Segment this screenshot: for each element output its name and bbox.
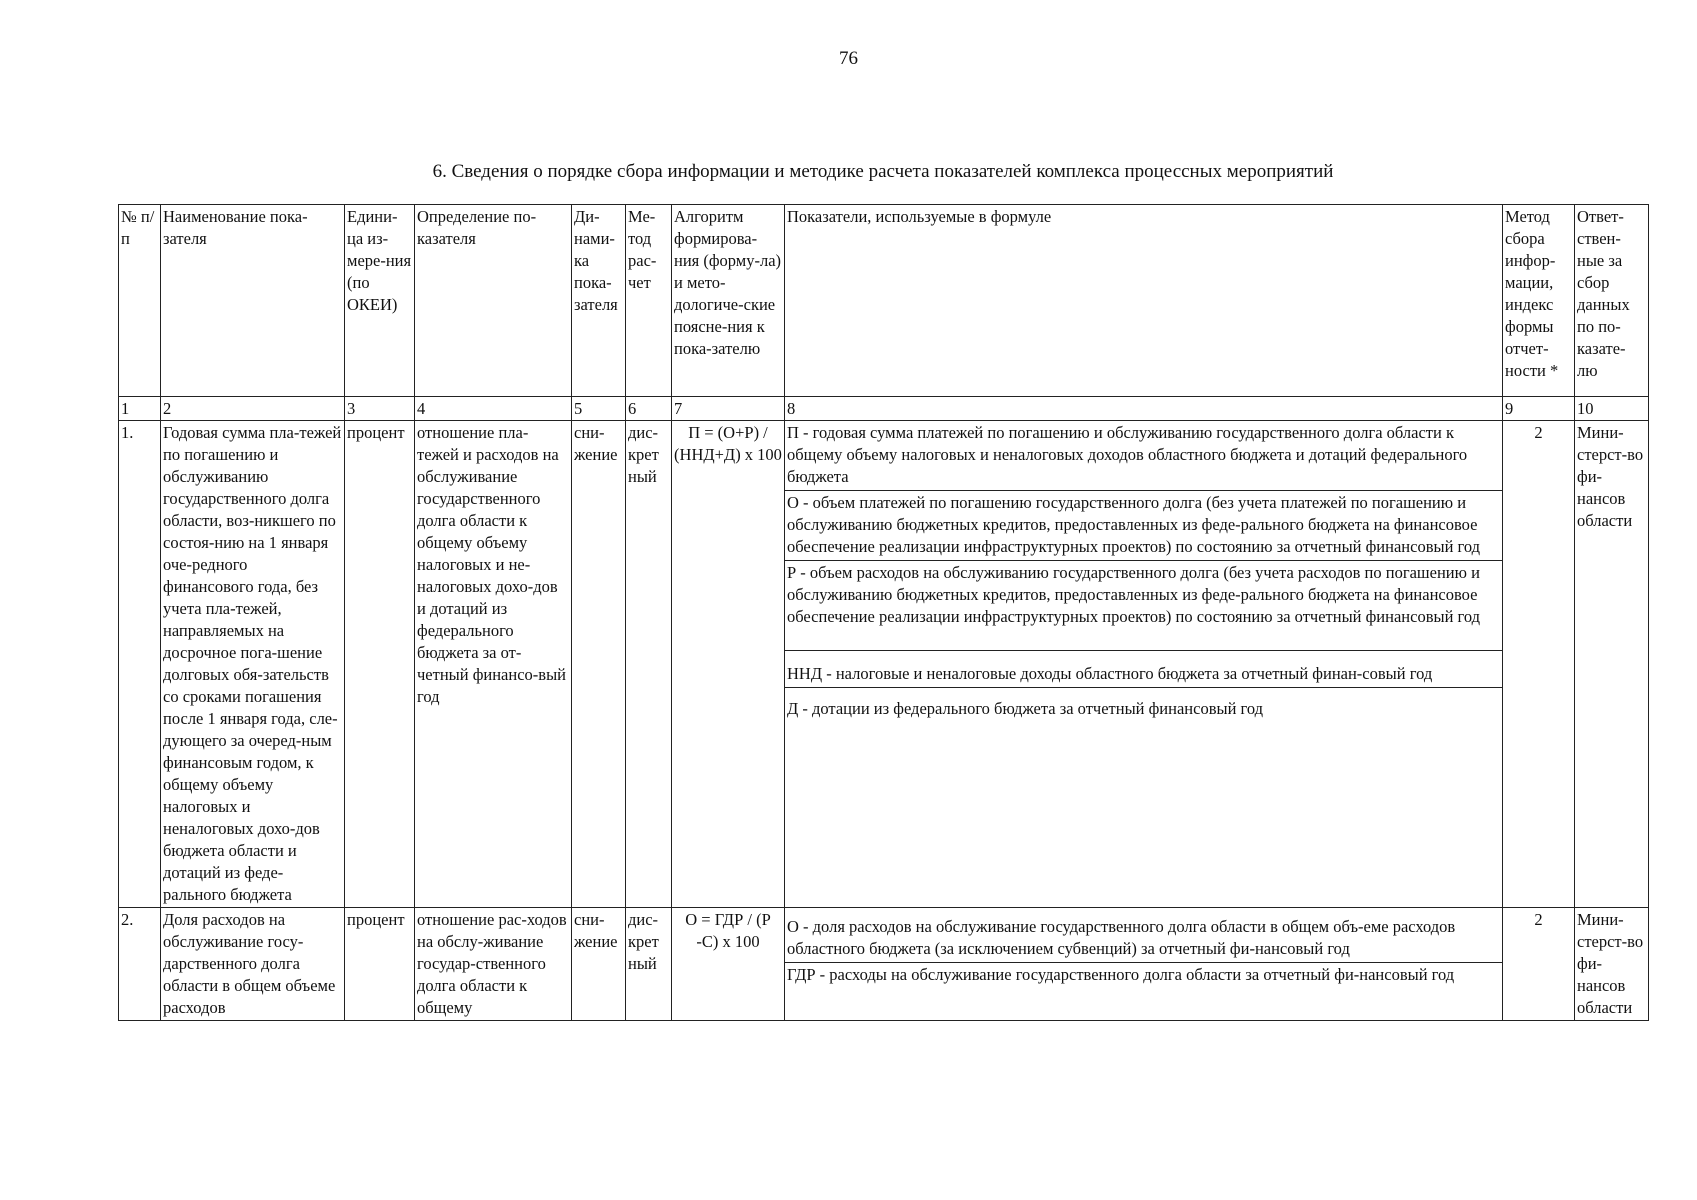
header-formula: Алгоритм формирова-ния (форму-ла) и мето-дологиче-ские поясне-ния к пока-зателю [672, 205, 785, 397]
formula: О = ГДР / (Р -С) х 100 [672, 908, 785, 1021]
formula-indicator: ННД - налоговые и неналоговые доходы областного бюджета за отчетный финан-совый год [785, 650, 1502, 687]
formula-indicator: О - объем платежей по погашению государственного долга (без учета платежей по погашению и обслуживанию бюджетных кредитов, предоставленных из феде-рального бюджета на финансовое обеспечение реализации инфраструктурных проектов) по состоянию за отчетный финансовый год [785, 490, 1502, 560]
unit: процент [345, 421, 415, 908]
header-num: № п/п [119, 205, 161, 397]
row-num: 2. [119, 908, 161, 1021]
section-title: 6. Сведения о порядке сбора информации и методике расчета показателей комплекса процессных мероприятий [432, 161, 1334, 182]
header-indicators: Показатели, используемые в формуле [785, 205, 1503, 397]
column-number: 1 [119, 397, 161, 421]
calc-method: дис-крет ный [626, 421, 672, 908]
column-number: 2 [161, 397, 345, 421]
definition: отношение пла-тежей и расходов на обслуживание государственного долга области к общему объему налоговых и не-налоговых дохо-дов и дотаций из федерального бюджета за от-четный финансо-вый год [415, 421, 572, 908]
header-method: Ме-тод рас-чет [626, 205, 672, 397]
column-number: 5 [572, 397, 626, 421]
formula-indicator: Р - объем расходов на обслуживанию государственного долга (без учета расходов по погашению и обслуживанию бюджетных кредитов, предоставленных из феде-рального бюджета на финансовое обеспечение реализации инфраструктурных проектов) по состоянию за отчетный финансовый год [785, 560, 1502, 650]
formula-indicator: Д - дотации из федерального бюджета за отчетный финансовый год [785, 687, 1502, 722]
column-number: 7 [672, 397, 785, 421]
responsible: Мини-стерст-во фи-нансов области [1575, 421, 1649, 908]
formula-indicator: П - годовая сумма платежей по погашению и обслуживанию государственного долга области к общему объему налоговых и неналоговых доходов областного бюджета и дотаций федерального бюджета [787, 423, 1468, 486]
header-row [119, 205, 1649, 397]
column-number: 8 [785, 397, 1503, 421]
column-number: 10 [1575, 397, 1649, 421]
collection-method: 2 [1503, 421, 1575, 908]
dynamics: сни-жение [572, 908, 626, 1021]
formula-indicators [785, 908, 1503, 1021]
formula-indicator: ГДР - расходы на обслуживание государственного долга области за отчетный фи-нансовый год [785, 962, 1502, 988]
indicators-table [118, 204, 1649, 1021]
indicator-name: Доля расходов на обслуживание госу-дарственного долга области в общем объеме расходов [161, 908, 345, 1021]
header-responsible: Ответ-ствен-ные за сбор данных по по-казате-лю [1575, 205, 1649, 397]
header-collection: Метод сбора инфор-мации, индекс формы отчет-ности * [1503, 205, 1575, 397]
column-number-row [119, 397, 1649, 421]
dynamics: сни-жение [572, 421, 626, 908]
row-num: 1. [119, 421, 161, 908]
table-row [119, 908, 1649, 1021]
page-number: 76 [839, 48, 858, 69]
formula: П = (О+Р) / (ННД+Д) х 100 [672, 421, 785, 908]
header-definition: Определение по-казателя [415, 205, 572, 397]
unit: процент [345, 908, 415, 1021]
responsible: Мини-стерст-во фи-нансов области [1575, 908, 1649, 1021]
formula-indicators [785, 421, 1503, 908]
collection-method: 2 [1503, 908, 1575, 1021]
column-number: 6 [626, 397, 672, 421]
column-number: 4 [415, 397, 572, 421]
header-unit: Едини-ца из-мере-ния (по ОКЕИ) [345, 205, 415, 397]
formula-indicator: О - доля расходов на обслуживание государственного долга области в общем объ-еме расходов областного бюджета (за исключением субвенций) за отчетный фи-нансовый год [787, 917, 1456, 958]
table-row [119, 421, 1649, 908]
column-number: 9 [1503, 397, 1575, 421]
definition: отношение рас-ходов на обслу-живание государ-ственного долга области к общему [415, 908, 572, 1021]
indicator-name: Годовая сумма пла-тежей по погашению и обслуживанию государственного долга области, воз-никшего по состоя-нию на 1 января оче-редного финансового года, без учета пла-тежей, направляемых на досрочное пога-шение долговых обя-зательств со сроками погашения после 1 января года, сле-дующего за очеред-ным финансовым годом, к общему объему налоговых и неналоговых дохо-дов бюджета области и дотаций из феде-рального бюджета [161, 421, 345, 908]
header-dynamics: Ди-нами-ка пока-зателя [572, 205, 626, 397]
column-number: 3 [345, 397, 415, 421]
calc-method: дис-крет ный [626, 908, 672, 1021]
header-name: Наименование пока-зателя [161, 205, 345, 397]
